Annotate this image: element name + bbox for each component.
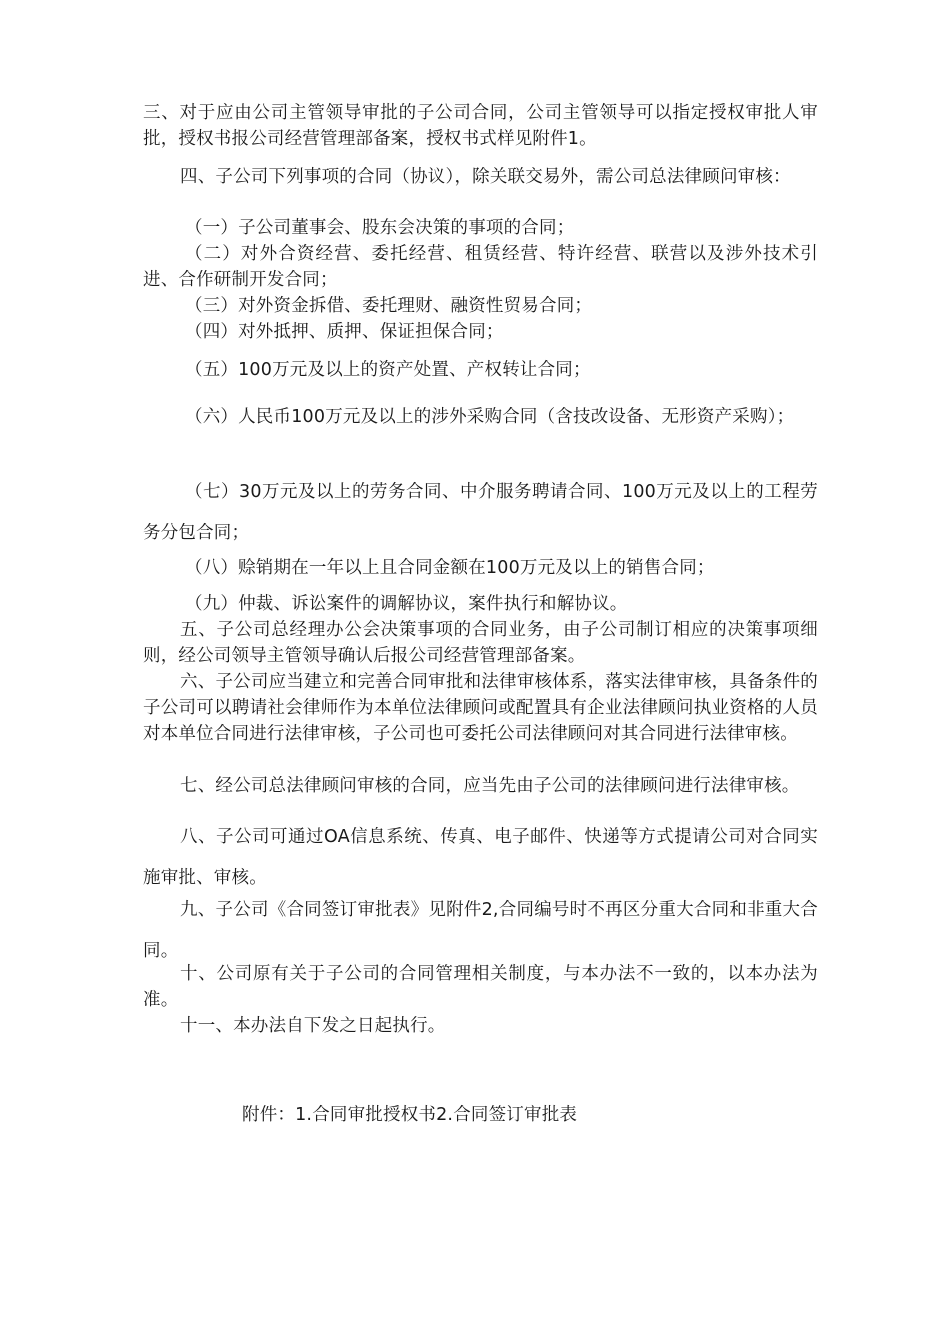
clause-4-item-9: （九）仲裁、诉讼案件的调解协议，案件执行和解协议。 xyxy=(185,594,628,614)
clause-8: 八、子公司可通过OA信息系统、传真、电子邮件、快递等方式提请公司对合同实施审批、审核。 xyxy=(143,827,818,888)
clause-6: 六、子公司应当建立和完善合同审批和法律审核体系，落实法律审核，具备条件的子公司可以聘请社会律师作为本单位法律顾问或配置具有企业法律顾问执业资格的人员对本单位合同进行法律审核，子公司也可委托公司法律顾问对其合同进行法律审核。 xyxy=(143,672,818,744)
clause-4-item-4: （四）对外抵押、质押、保证担保合同； xyxy=(185,322,504,342)
clause-4-item-2: （二）对外合资经营、委托经营、租赁经营、特许经营、联营以及涉外技术引进、合作研制开发合同； xyxy=(143,244,818,290)
clause-4-item-5: （五）100万元及以上的资产处置、产权转让合同； xyxy=(185,360,591,380)
clause-4: 四、子公司下列事项的合同（协议），除关联交易外，需公司总法律顾问审核： xyxy=(180,167,791,187)
clause-5: 五、子公司总经理办公会决策事项的合同业务，由子公司制订相应的决策事项细则，经公司领导主管领导确认后报公司经营管理部备案。 xyxy=(143,620,818,666)
clause-11: 十一、本办法自下发之日起执行。 xyxy=(180,1016,446,1036)
clause-7: 七、经公司总法律顾问审核的合同，应当先由子公司的法律顾问进行法律审核。 xyxy=(180,776,800,796)
attachment-note: 附件：1.合同审批授权书2.合同签订审批表 xyxy=(242,1105,578,1125)
clause-3: 三、对于应由公司主管领导审批的子公司合同，公司主管领导可以指定授权审批人审批，授权书报公司经营管理部备案，授权书式样见附件1。 xyxy=(143,103,818,149)
clause-9: 九、子公司《合同签订审批表》见附件2,合同编号时不再区分重大合同和非重大合同。 xyxy=(143,900,818,961)
clause-4-item-3: （三）对外资金拆借、委托理财、融资性贸易合同； xyxy=(185,296,593,316)
clause-4-item-8: （八）赊销期在一年以上且合同金额在100万元及以上的销售合同； xyxy=(185,558,715,578)
clause-4-item-7: （七）30万元及以上的劳务合同、中介服务聘请合同、100万元及以上的工程劳务分包合同； xyxy=(143,482,818,543)
clause-4-item-1: （一）子公司董事会、股东会决策的事项的合同； xyxy=(185,218,575,238)
clause-4-item-6: （六）人民币100万元及以上的涉外采购合同（含技改设备、无形资产采购）； xyxy=(185,407,795,427)
clause-10: 十、公司原有关于子公司的合同管理相关制度，与本办法不一致的，以本办法为准。 xyxy=(143,964,818,1010)
